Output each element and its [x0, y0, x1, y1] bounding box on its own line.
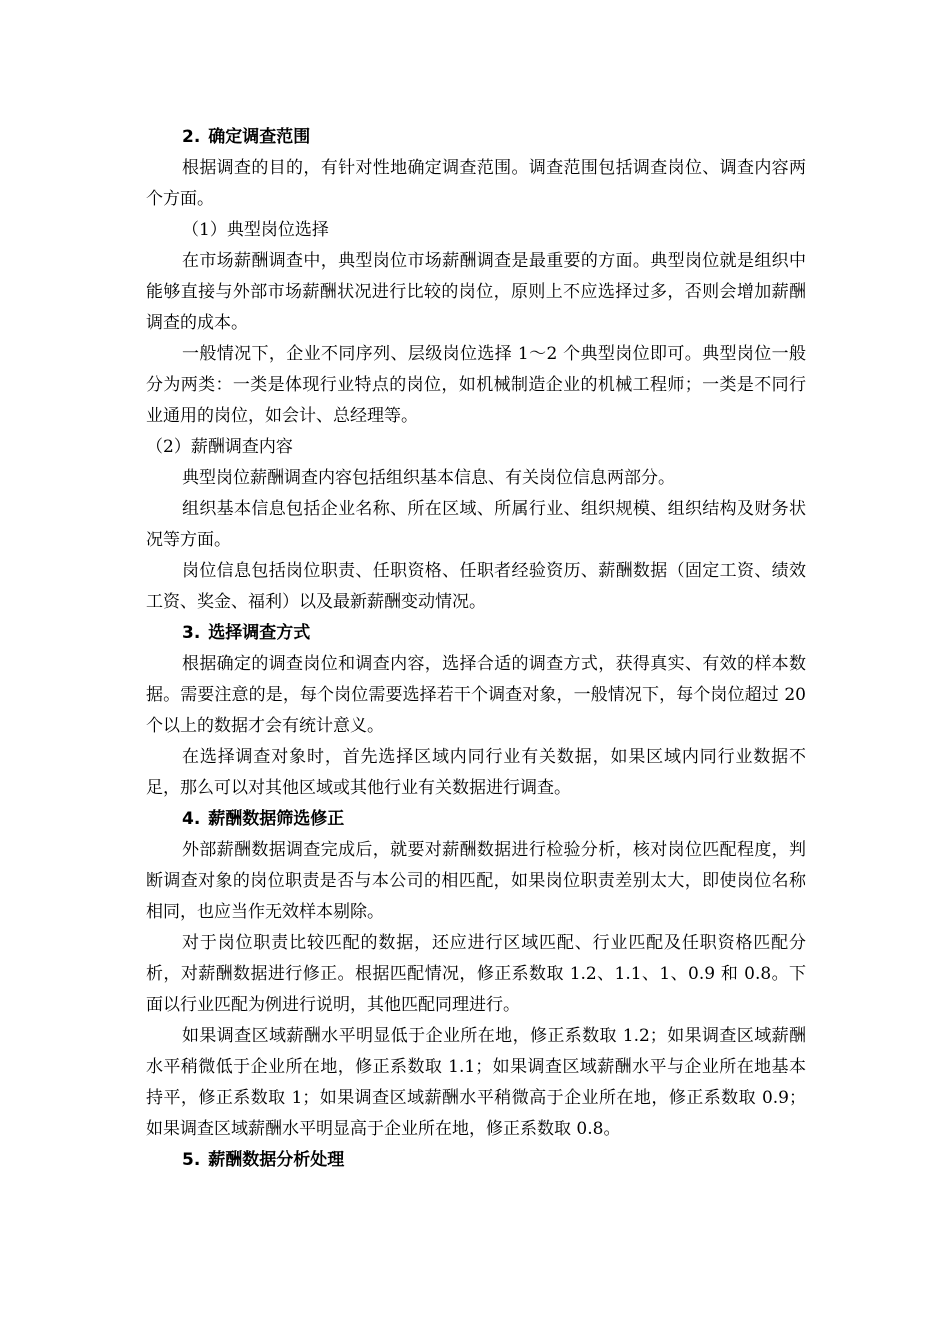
section-2-intro: 根据调查的目的，有针对性地确定调查范围。调查范围包括调查岗位、调查内容两个方面。 [146, 158, 806, 209]
section-2-number: 2. [182, 127, 201, 147]
section-5-title: 薪酬数据分析处理 [208, 1150, 345, 1170]
section-2-title: 确定调查范围 [208, 127, 311, 147]
section-3-heading [146, 618, 806, 649]
subsection-1-title: （1）典型岗位选择 [182, 220, 329, 240]
document-page [146, 122, 806, 1176]
subsection-2-title: （2）薪酬调查内容 [146, 437, 293, 457]
subsection-2-paragraph-3: 岗位信息包括岗位职责、任职资格、任职者经验资历、薪酬数据（固定工资、绩效工资、奖金、福利）以及最新薪酬变动情况。 [146, 561, 806, 612]
subsection-1-paragraph-2: 一般情况下，企业不同序列、层级岗位选择 1～2 个典型岗位即可。典型岗位一般分为两类：一类是体现行业特点的岗位，如机械制造企业的机械工程师；一类是不同行业通用的岗位，如会计、总经理等。 [146, 344, 806, 426]
section-3-number: 3. [182, 623, 201, 643]
section-5-number: 5. [182, 1150, 201, 1170]
section-4-paragraph-3: 如果调查区域薪酬水平明显低于企业所在地，修正系数取 1.2；如果调查区域薪酬水平稍微低于企业所在地，修正系数取 1.1；如果调查区域薪酬水平与企业所在地基本持平，修正系数取 1；如果调查区域薪酬水平稍微高于企业所在地，修正系数取 0.9；如果调查区域薪酬水平明显高于企业所在地，修正系数取 0.8。 [146, 1026, 806, 1139]
section-5-heading [146, 1145, 806, 1176]
section-3-title: 选择调查方式 [208, 623, 311, 643]
section-4-number: 4. [182, 809, 201, 829]
section-4-paragraph-1: 外部薪酬数据调查完成后，就要对薪酬数据进行检验分析，核对岗位匹配程度，判断调查对象的岗位职责是否与本公司的相匹配，如果岗位职责差别太大，即使岗位名称相同，也应当作无效样本剔除。 [146, 840, 806, 922]
section-3-paragraph-1: 根据确定的调查岗位和调查内容，选择合适的调查方式，获得真实、有效的样本数据。需要注意的是，每个岗位需要选择若干个调查对象，一般情况下，每个岗位超过 20 个以上的数据才会有统计意义。 [146, 654, 806, 736]
section-4-paragraph-2: 对于岗位职责比较匹配的数据，还应进行区域匹配、行业匹配及任职资格匹配分析，对薪酬数据进行修正。根据匹配情况，修正系数取 1.2、1.1、1、0.9 和 0.8。下面以行业匹配为例进行说明，其他匹配同理进行。 [146, 933, 806, 1015]
section-4-title: 薪酬数据筛选修正 [208, 809, 345, 829]
subsection-2-paragraph-1: 典型岗位薪酬调查内容包括组织基本信息、有关岗位信息两部分。 [182, 468, 675, 488]
section-4-heading [146, 804, 806, 835]
subsection-1-paragraph-1: 在市场薪酬调查中，典型岗位市场薪酬调查是最重要的方面。典型岗位就是组织中能够直接与外部市场薪酬状况进行比较的岗位，原则上不应选择过多，否则会增加薪酬调查的成本。 [146, 251, 806, 333]
section-2-heading [146, 122, 806, 153]
section-3-paragraph-2: 在选择调查对象时，首先选择区域内同行业有关数据，如果区域内同行业数据不足，那么可以对其他区域或其他行业有关数据进行调查。 [146, 747, 806, 798]
subsection-2-paragraph-2: 组织基本信息包括企业名称、所在区域、所属行业、组织规模、组织结构及财务状况等方面。 [146, 499, 806, 550]
